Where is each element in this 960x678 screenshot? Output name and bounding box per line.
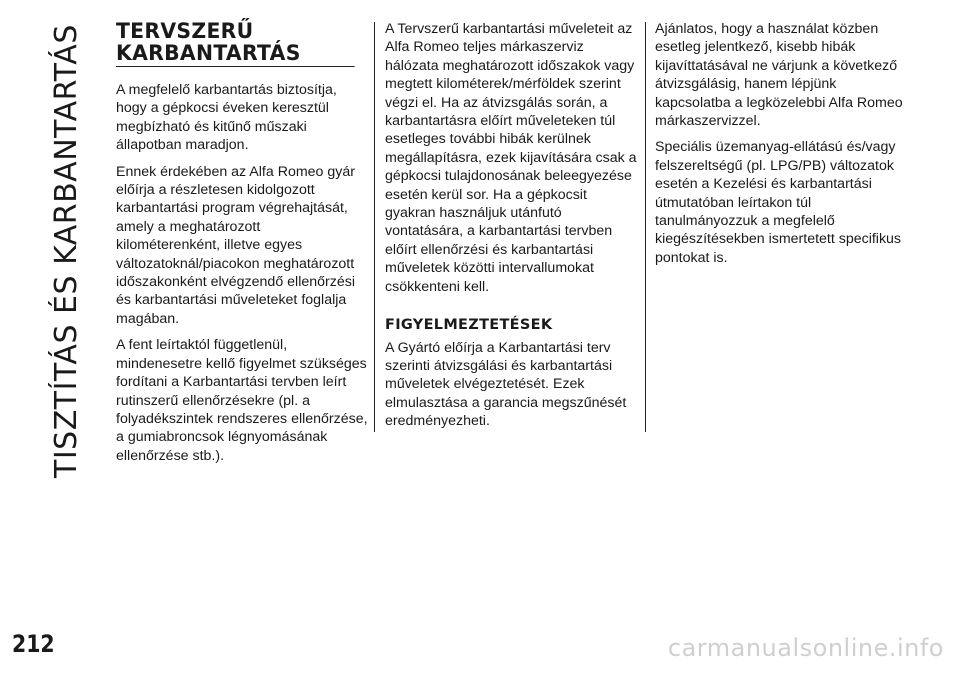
column-2 bbox=[385, 20, 637, 439]
paragraph: Ajánlatos, hogy a használat közben esetleg jelentkező, kisebb hibák kijavíttatásával ne várjunk a következő átvizsgálásig, hanem lépjünk kapcsolatba a legközelebbi Alfa Romeo márkaszervizzel. bbox=[655, 21, 903, 130]
warning-text: A Gyártó előírja a Karbantartási terv szerinti átvizsgálási és karbantartási műveletek elvégeztetését. Ezek elmulasztása a garancia megszűnését eredményezheti. bbox=[385, 339, 627, 430]
heading-line-2: KARBANTARTÁS bbox=[116, 41, 301, 65]
paragraph: Ennek érdekében az Alfa Romeo gyár előírja a részletesen kidolgozott karbantartási program végrehajtását, amely a meghatározott kilométerenként, illetve egyes változatoknál/piacokon meghatározott időszakonként elvégzendő ellenőrzési és karbantartási műveleteket foglalja magában. bbox=[116, 163, 355, 327]
paragraph: A megfelelő karbantartás biztosítja, hogy a gépkocsi éveken keresztül megbízható és kitűnő műszaki állapotban maradjon. bbox=[116, 82, 337, 154]
page-number: 212 bbox=[12, 630, 55, 658]
paragraph: Speciális üzemanyag-ellátású és/vagy felszereltségű (pl. LPG/PB) változatok esetén a Kezelési és karbantartási útmutatóban leírtakon túl tanulmányozzuk a megfelelő kiegészítésekben ismertetett specifikus pontokat is. bbox=[655, 139, 902, 266]
paragraph: A Tervszerű karbantartási műveleteit az Alfa Romeo teljes márkaszerviz hálózata meghatározott időszakok vagy megtett kilométerek/mérföldek szerint végzi el. Ha az átvizsgálás során, a karbantartásra előírt műveleteken túl esetleges további hibák kerülnek megállapításra, ezek kijavítására csak a gépkocsi tulajdonosának beleegyezése esetén kerül sor. Ha a gépkocsit gyakran használjuk utánfutó vontatására, a karbantartási tervben előírt ellenőrzési és karbantartási műveletek közötti intervallumokat csökkenteni kell. bbox=[385, 21, 637, 295]
column-3 bbox=[655, 20, 907, 275]
section-heading bbox=[116, 20, 355, 67]
section-side-title: TISZTÍTÁS ÉS KARBANTARTÁS bbox=[49, 24, 84, 478]
column-1 bbox=[116, 20, 368, 473]
column-divider bbox=[374, 22, 375, 432]
column-divider bbox=[645, 22, 646, 432]
watermark-logo: carmanualsonline.info bbox=[667, 634, 944, 662]
paragraph: A fent leírtaktól függetlenül, mindenesetre kellő figyelmet szükséges fordítani a Karbantartási tervben leírt rutinszerű ellenőrzésekre (pl. a folyadékszintek rendszeres ellenőrzése, a gumiabroncsok légnyomásának ellenőrzése stb.). bbox=[116, 337, 368, 464]
heading-line-1: TERVSZERŰ bbox=[116, 19, 254, 43]
warning-heading: FIGYELMEZTETÉSEK bbox=[385, 317, 553, 334]
